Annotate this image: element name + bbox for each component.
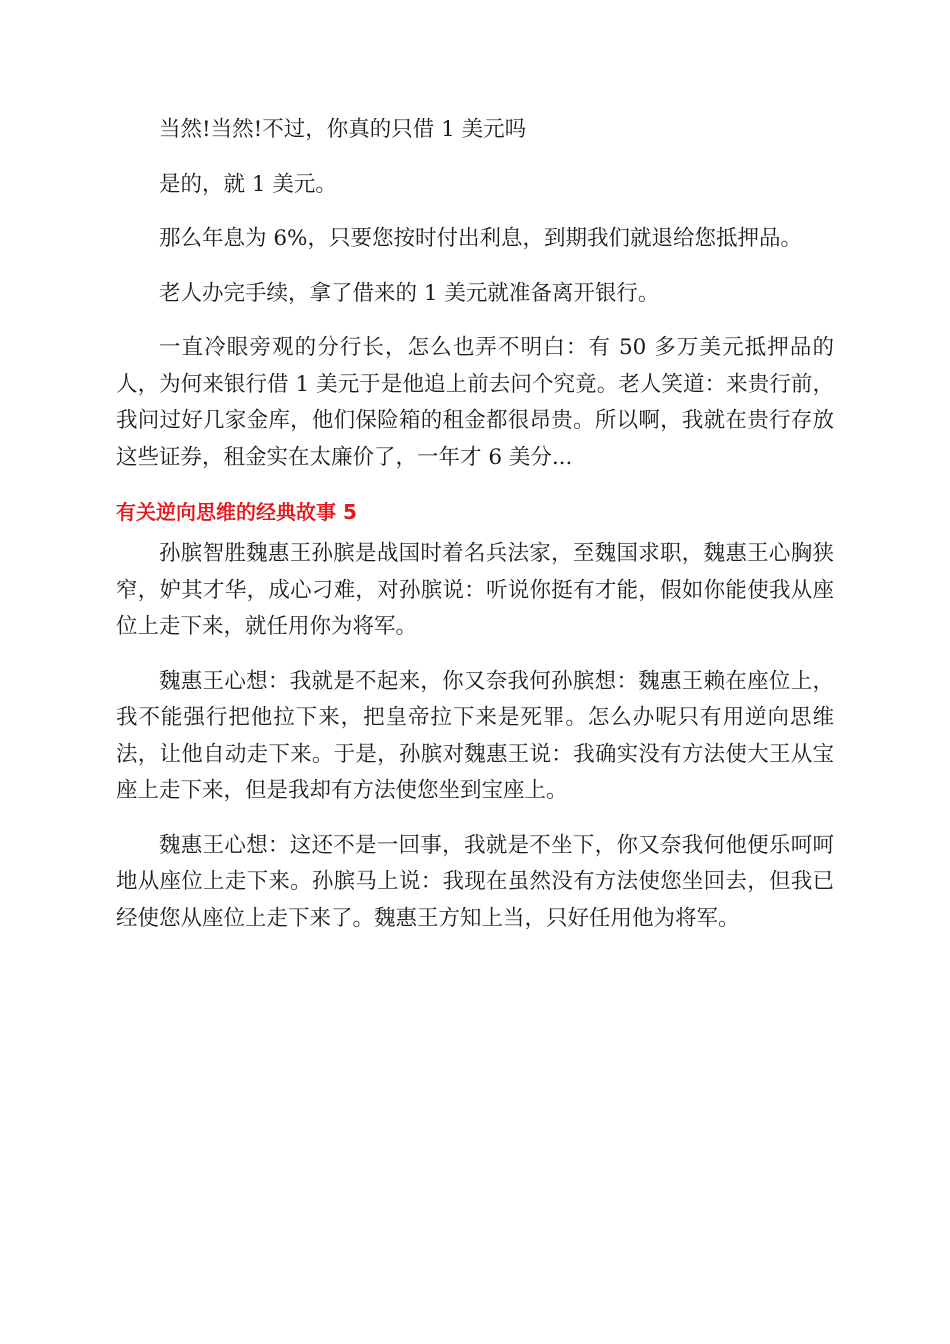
paragraph: 那么年息为 6%，只要您按时付出利息，到期我们就退给您抵押品。: [159, 226, 802, 251]
paragraph: 魏惠王心想：我就是不起来，你又奈我何孙膑想：魏惠王赖在座位上，我不能强行把他拉下来，把皇帝拉下来是死罪。怎么办呢只有用逆向思维法，让他自动走下来。于是，孙膑对魏惠王说：我确实没有方法使大王从宝座上走下来，但是我却有方法使您坐到宝座上。: [116, 668, 834, 803]
paragraph: 老人办完手续，拿了借来的 1 美元就准备离开银行。: [159, 280, 660, 306]
paragraph: 当然!当然!不过，你真的只借 1 美元吗: [159, 117, 527, 142]
paragraph: 是的，就 1 美元。: [159, 171, 337, 197]
document-body: [116, 112, 834, 955]
section-heading: 有关逆向思维的经典故事 5: [116, 500, 357, 524]
paragraph: 魏惠王心想：这还不是一回事，我就是不坐下，你又奈我何他便乐呵呵地从座位上走下来。孙膑马上说：我现在虽然没有方法使您坐回去，但我已经使您从座位上走下来了。魏惠王方知上当，只好任用他为将军。: [116, 832, 834, 931]
paragraph: 一直冷眼旁观的分行长，怎么也弄不明白：有 50 多万美元抵押品的人，为何来银行借 1 美元于是他追上前去问个究竟。老人笑道：来贵行前，我问过好几家金库，他们保险箱的租金都很昂贵。所以啊，我就在贵行存放这些证券，租金实在太廉价了，一年才 6 美分...: [116, 335, 834, 470]
paragraph: 孙膑智胜魏惠王孙膑是战国时着名兵法家，至魏国求职，魏惠王心胸狭窄，妒其才华，成心刁难，对孙膑说：听说你挺有才能，假如你能使我从座位上走下来，就任用你为将军。: [116, 541, 834, 639]
